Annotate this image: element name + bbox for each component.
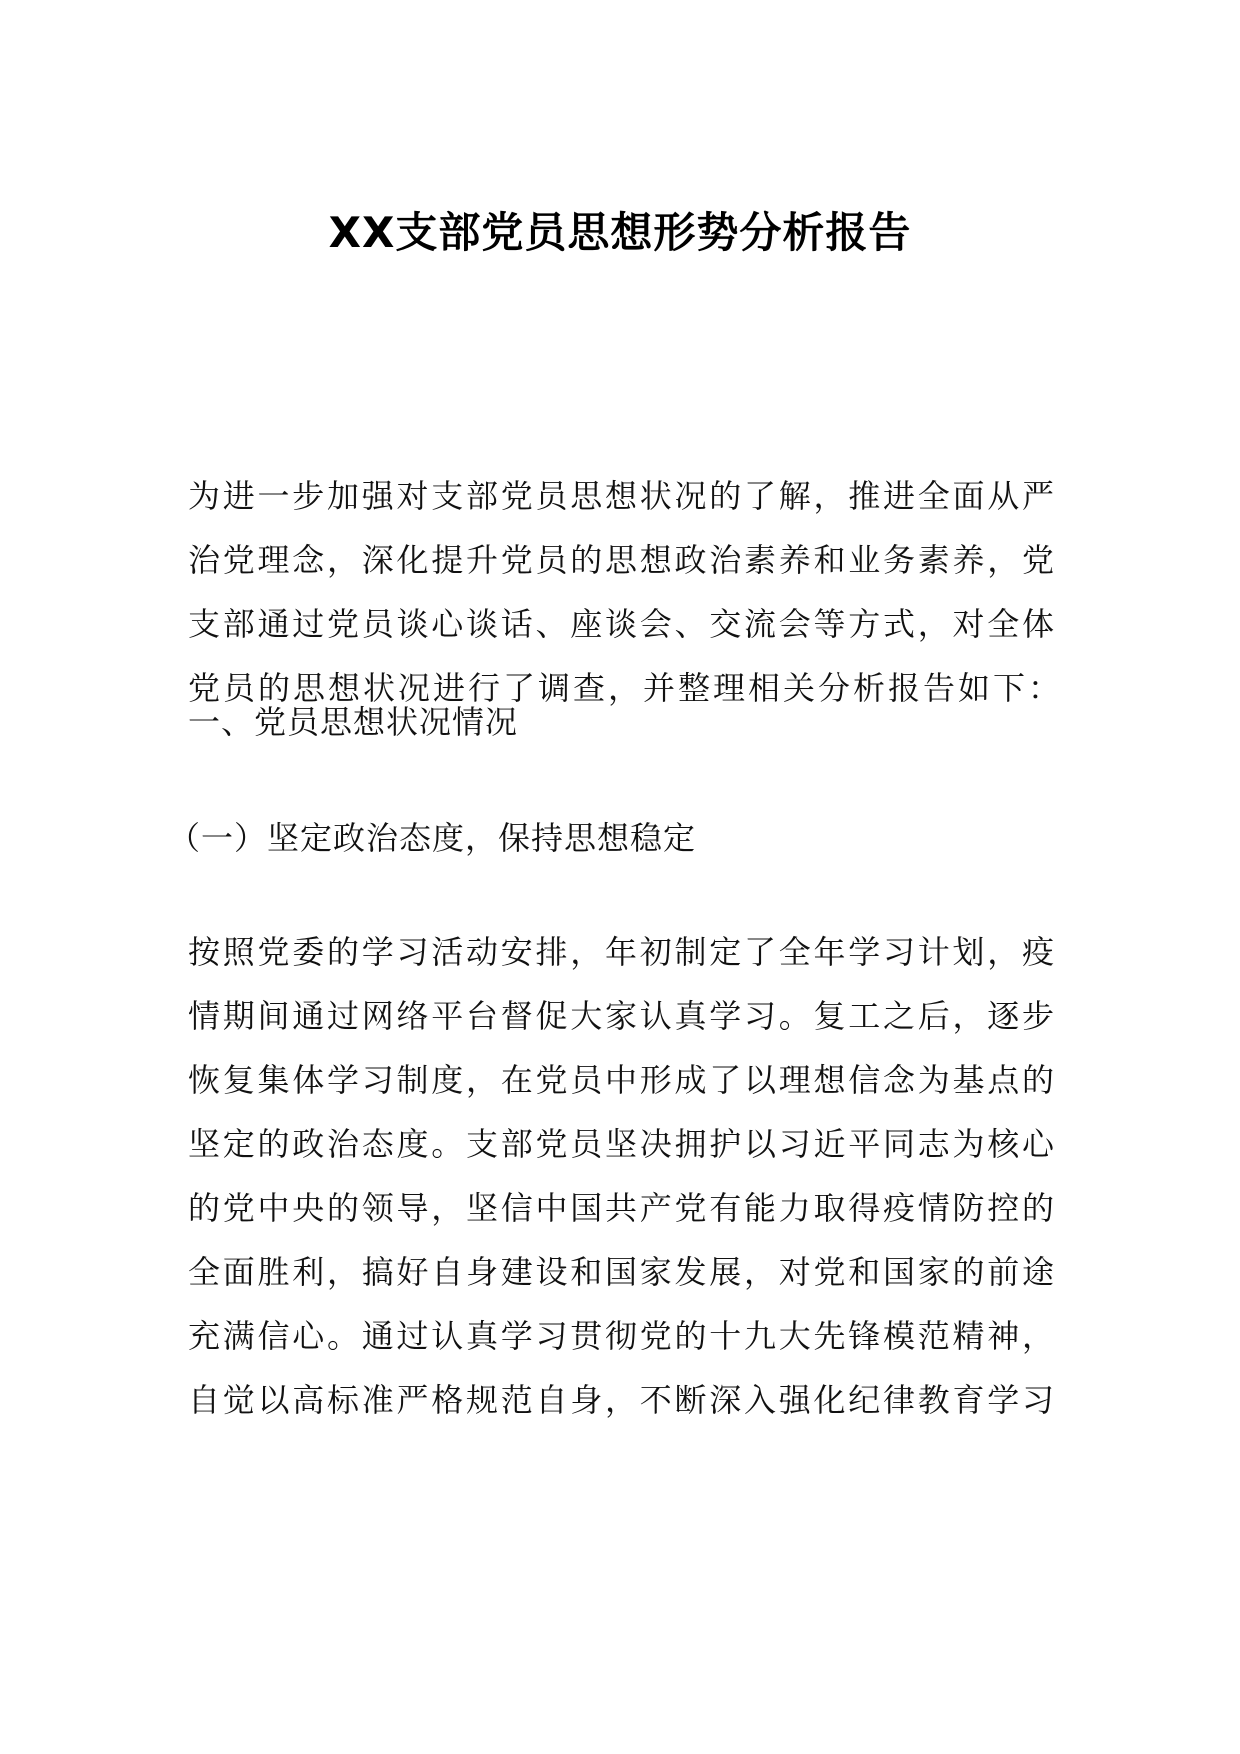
paragraph-line: 的党中央的领导，坚信中国共产党有能力取得疫情防控的 <box>188 1189 1054 1227</box>
paragraph-line: 自觉以高标准严格规范自身，不断深入强化纪律教育学习 <box>188 1381 1054 1419</box>
paragraph-line: 党员的思想状况进行了调查，并整理相关分析报告如下： <box>188 669 1064 707</box>
section-heading: 一、党员思想状况情况 <box>188 703 519 741</box>
subsection-heading: （一）坚定政治态度，保持思想稳定 <box>168 819 697 857</box>
paragraph-line: 充满信心。通过认真学习贯彻党的十九大先锋模范精神， <box>188 1317 1054 1355</box>
paragraph-line: 治党理念，深化提升党员的思想政治素养和业务素养，党 <box>188 541 1054 579</box>
paragraph-line: 全面胜利，搞好自身建设和国家发展，对党和国家的前途 <box>188 1253 1054 1291</box>
paragraph-line: 支部通过党员谈心谈话、座谈会、交流会等方式，对全体 <box>188 605 1054 643</box>
body-paragraph <box>188 920 1054 1432</box>
intro-paragraph <box>188 464 1064 720</box>
paragraph-line: 为进一步加强对支部党员思想状况的了解，推进全面从严 <box>188 477 1054 515</box>
document-title: XX支部党员思想形势分析报告 <box>328 208 912 257</box>
paragraph-line: 按照党委的学习活动安排，年初制定了全年学习计划，疫 <box>188 933 1054 971</box>
paragraph-line: 恢复集体学习制度，在党员中形成了以理想信念为基点的 <box>188 1061 1054 1099</box>
paragraph-line: 情期间通过网络平台督促大家认真学习。复工之后，逐步 <box>188 997 1054 1035</box>
paragraph-line: 坚定的政治态度。支部党员坚决拥护以习近平同志为核心 <box>188 1125 1054 1163</box>
